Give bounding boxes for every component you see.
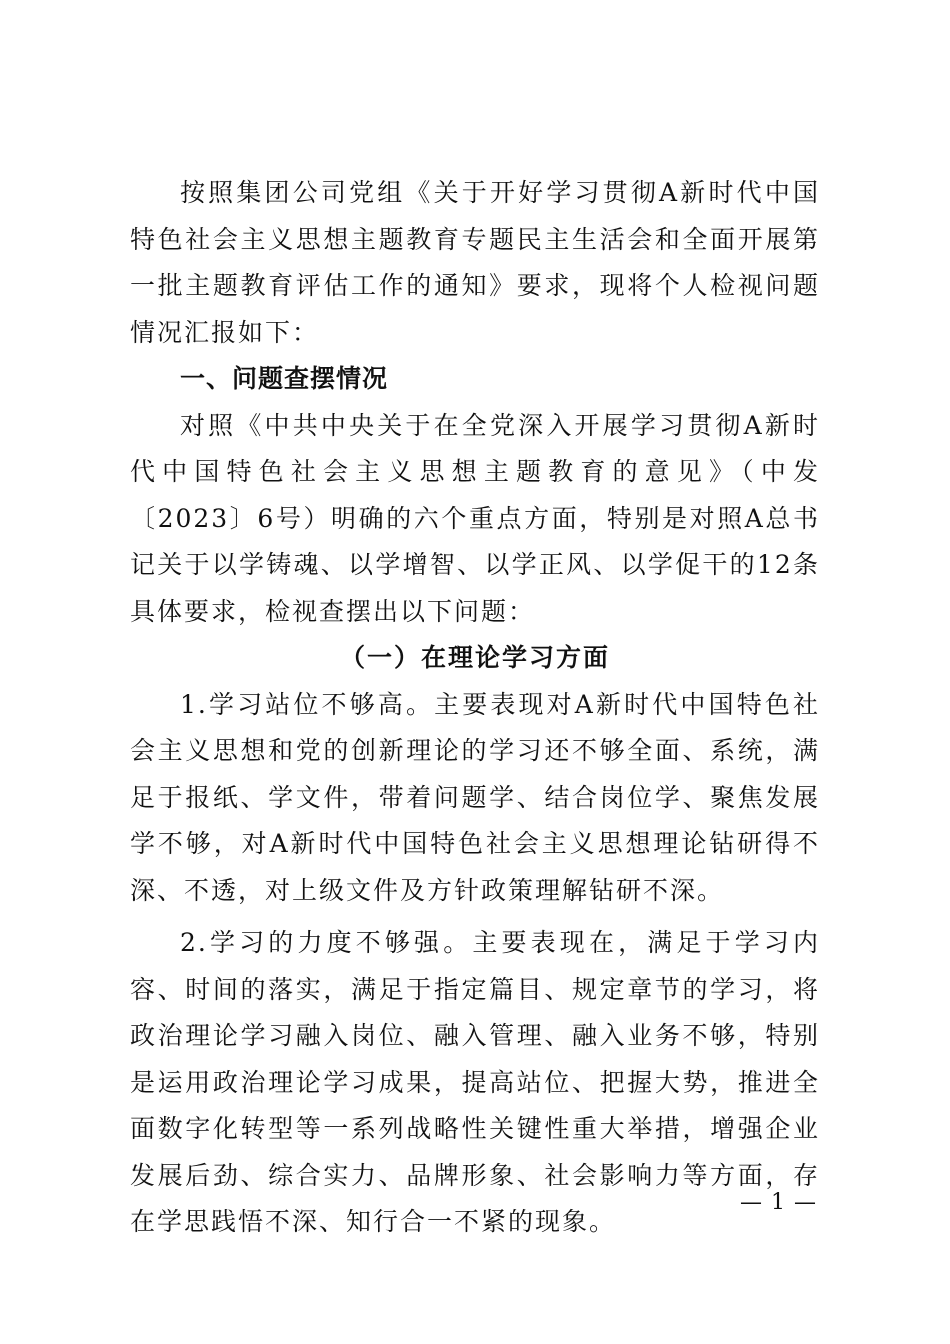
intro-paragraph: 按照集团公司党组《关于开好学习贯彻A新时代中国特色社会主义思想主题教育专题民主生活会和全面开展第一批主题教育评估工作的通知》要求，现将个人检视问题情况汇报如下： bbox=[130, 178, 820, 347]
item-1-paragraph: 1.学习站位不够高。主要表现对A新时代中国特色社会主义思想和党的创新理论的学习还不够全面、系统，满足于报纸、学文件，带着问题学、结合岗位学、聚焦发展学不够，对A新时代中国特色社会主义思想理论钻研得不深、不透，对上级文件及方针政策理解钻研不深。 bbox=[130, 689, 820, 905]
document-body bbox=[130, 170, 820, 1246]
page-number: — 1 — bbox=[740, 1190, 817, 1215]
subsection-heading-theory-study: （一）在理论学习方面 bbox=[339, 643, 610, 672]
item-2-paragraph: 2.学习的力度不够强。主要表现在，满足于学习内容、时间的落实，满足于指定篇目、规定章节的学习，将政治理论学习融入岗位、融入管理、融入业务不够，特别是运用政治理论学习成果，提高站位、把握大势，推进全面数字化转型等一系列战略性关键性重大举措，增强企业发展后劲、综合实力、品牌形象、社会影响力等方面，存在学思践悟不深、知行合一不紧的现象。 bbox=[130, 928, 820, 1236]
section-heading-problems: 一、问题查摆情况 bbox=[180, 364, 389, 393]
section-body-paragraph: 对照《中共中央关于在全党深入开展学习贯彻A新时代中国特色社会主义思想主题教育的意见》（中发〔2023〕6号）明确的六个重点方面，特别是对照A总书记关于以学铸魂、以学增智、以学正风、以学促干的12条具体要求，检视查摆出以下问题： bbox=[130, 410, 820, 626]
